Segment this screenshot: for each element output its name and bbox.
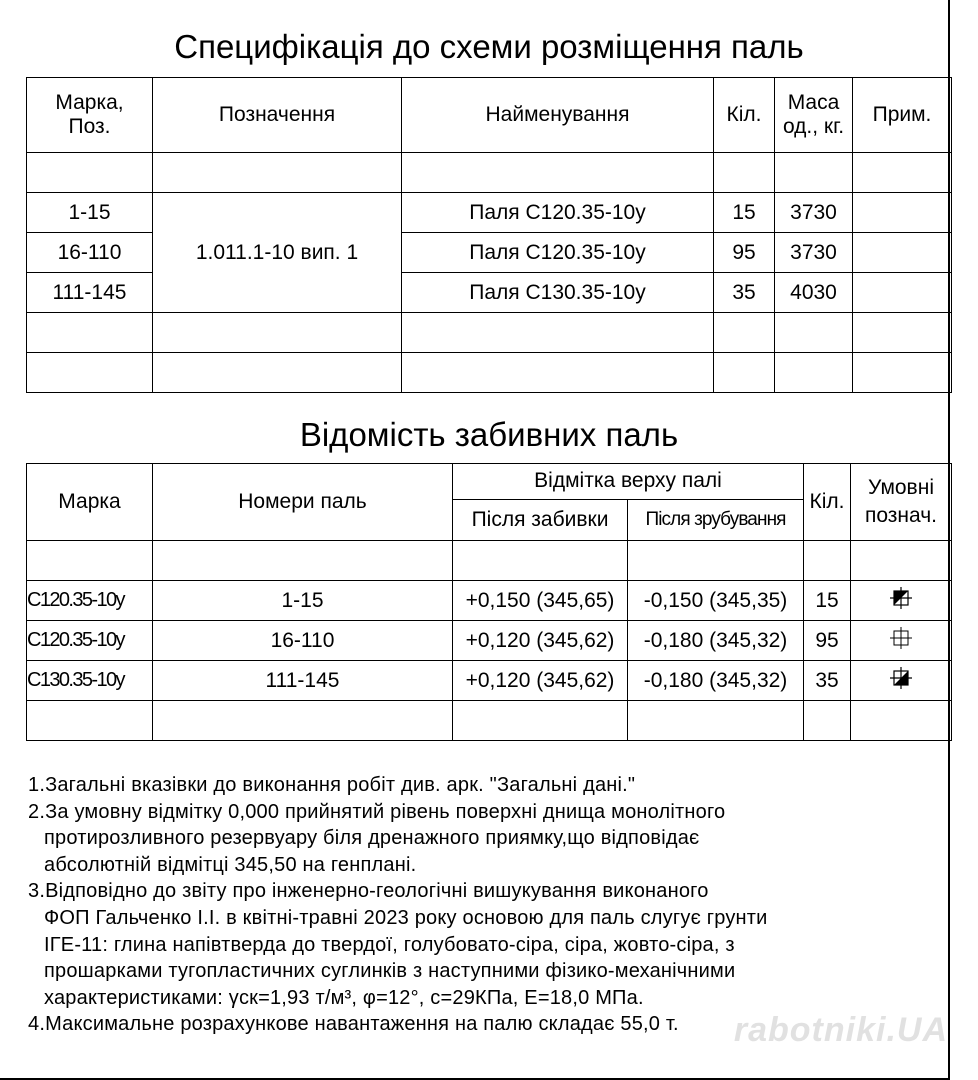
spec-empty-cell <box>153 353 402 393</box>
piles-after-cutting: -0,180 (345,32) <box>628 661 804 701</box>
note-2-line-2: протирозливного резервуару біля дренажного приямку,що відповідає <box>44 827 700 850</box>
spec-header-mass: Маса од., кг. <box>775 78 853 153</box>
spec-empty-cell <box>402 153 714 193</box>
spec-mass: 3730 <box>775 233 853 273</box>
note-2-line-1: 2.За умовну відмітку 0,000 прийнятий рівень поверхні днища монолітного <box>28 800 726 823</box>
piles-header-symbols: Умовні познач. <box>851 464 952 541</box>
spec-header-qty: Кіл. <box>714 78 775 153</box>
piles-header-numbers: Номери паль <box>153 464 453 541</box>
spec-qty: 95 <box>714 233 775 273</box>
spec-empty-cell <box>714 153 775 193</box>
spec-empty-cell <box>714 353 775 393</box>
table-row <box>27 581 952 621</box>
note-4: 4.Максимальне розрахункове навантаження на палю складає 55,0 т. <box>28 1013 679 1036</box>
piles-empty-cell <box>453 541 628 581</box>
piles-empty-cell <box>153 541 453 581</box>
piles-header-after-driving: Після забивки <box>453 499 628 540</box>
piles-empty-cell <box>453 701 628 741</box>
spec-empty-cell <box>853 313 952 353</box>
piles-qty: 35 <box>804 661 851 701</box>
spec-header-mark: Марка, Поз. <box>27 78 153 153</box>
spec-table <box>26 77 952 393</box>
spec-header-designation: Позначення <box>153 78 402 153</box>
note-3-line-2: ФОП Гальченко І.І. в квітні-травні 2023 року основою для паль слугує грунти <box>44 906 768 929</box>
spec-name: Паля С130.35-10у <box>402 273 714 313</box>
piles-mark: С120.35-10у <box>27 621 153 661</box>
piles-mark: С120.35-10у <box>27 581 153 621</box>
piles-header-mark: Марка <box>27 464 153 541</box>
piles-mark: С130.35-10у <box>27 661 153 701</box>
spec-header-name: Найменування <box>402 78 714 153</box>
piles-qty: 15 <box>804 581 851 621</box>
piles-header-top-mark: Відмітка верху палі <box>453 464 804 500</box>
table-row <box>27 193 952 233</box>
spec-empty-cell <box>27 353 153 393</box>
spec-empty-cell <box>853 153 952 193</box>
pile-symbol-filled-upper-icon <box>889 586 913 610</box>
piles-empty-cell <box>27 541 153 581</box>
note-3-line-5: характеристиками: γск=1,93 т/м³, φ=12°, с=29КПа, Е=18,0 МПа. <box>44 986 644 1009</box>
spec-header-note: Прим. <box>853 78 952 153</box>
spec-note <box>853 193 952 233</box>
pile-symbol-empty-icon <box>889 626 913 650</box>
spec-pos: 111-145 <box>27 273 153 313</box>
table-row <box>27 661 952 701</box>
spec-empty-cell <box>27 313 153 353</box>
piles-title: Відомість забивних паль <box>299 416 679 453</box>
piles-symbol-cell <box>851 621 952 661</box>
spec-pos: 1-15 <box>27 193 153 233</box>
piles-symbol-cell <box>851 581 952 621</box>
piles-empty-cell <box>851 701 952 741</box>
spec-empty-cell <box>402 353 714 393</box>
note-2-line-3: абсолютній відмітці 345,50 на генплані. <box>44 853 417 876</box>
spec-qty: 35 <box>714 273 775 313</box>
piles-numbers: 111-145 <box>153 661 453 701</box>
note-3-line-4: прошарками тугопластичних суглинків з наступними фізико-механічними <box>44 960 736 983</box>
piles-empty-cell <box>804 541 851 581</box>
notes-block <box>28 772 928 1038</box>
spec-empty-cell <box>714 313 775 353</box>
spec-empty-cell <box>402 313 714 353</box>
spec-pos: 16-110 <box>27 233 153 273</box>
spec-empty-cell <box>775 353 853 393</box>
spec-mass: 3730 <box>775 193 853 233</box>
spec-empty-cell <box>153 153 402 193</box>
spec-title: Специфікація до схеми розміщення паль <box>174 28 804 65</box>
piles-symbol-cell <box>851 661 952 701</box>
piles-after-driving: +0,120 (345,62) <box>453 661 628 701</box>
piles-after-cutting: -0,150 (345,35) <box>628 581 804 621</box>
piles-empty-cell <box>27 701 153 741</box>
spec-note <box>853 273 952 313</box>
spec-qty: 15 <box>714 193 775 233</box>
spec-note <box>853 233 952 273</box>
watermark-logo: rabotniki.UA <box>733 1011 948 1049</box>
piles-header-after-cutting: Після зрубування <box>628 499 804 540</box>
note-3-line-3: ІГЕ-11: глина напівтверда до твердої, голубовато-сіра, сіра, жовто-сіра, з <box>44 933 735 956</box>
pile-symbol-filled-lower-icon <box>889 666 913 690</box>
piles-table <box>26 463 952 741</box>
piles-empty-cell <box>153 701 453 741</box>
spec-empty-cell <box>775 313 853 353</box>
note-1: 1.Загальні вказівки до виконання робіт див. арк. "Загальні дані." <box>28 774 636 796</box>
spec-designation: 1.011.1-10 вип. 1 <box>153 193 402 313</box>
spec-name: Паля С120.35-10у <box>402 193 714 233</box>
spec-empty-cell <box>153 313 402 353</box>
spec-empty-cell <box>853 353 952 393</box>
spec-empty-cell <box>27 153 153 193</box>
spec-mass: 4030 <box>775 273 853 313</box>
note-3-line-1: 3.Відповідно до звіту про інженерно-геологічні вишукування виконаного <box>28 880 709 903</box>
piles-after-driving: +0,120 (345,62) <box>453 621 628 661</box>
piles-after-driving: +0,150 (345,65) <box>453 581 628 621</box>
piles-numbers: 16-110 <box>153 621 453 661</box>
piles-header-qty: Кіл. <box>804 464 851 541</box>
piles-empty-cell <box>804 701 851 741</box>
piles-after-cutting: -0,180 (345,32) <box>628 621 804 661</box>
piles-empty-cell <box>628 541 804 581</box>
piles-numbers: 1-15 <box>153 581 453 621</box>
piles-qty: 95 <box>804 621 851 661</box>
piles-empty-cell <box>628 701 804 741</box>
piles-empty-cell <box>851 541 952 581</box>
table-row <box>27 621 952 661</box>
spec-name: Паля С120.35-10у <box>402 233 714 273</box>
spec-empty-cell <box>775 153 853 193</box>
